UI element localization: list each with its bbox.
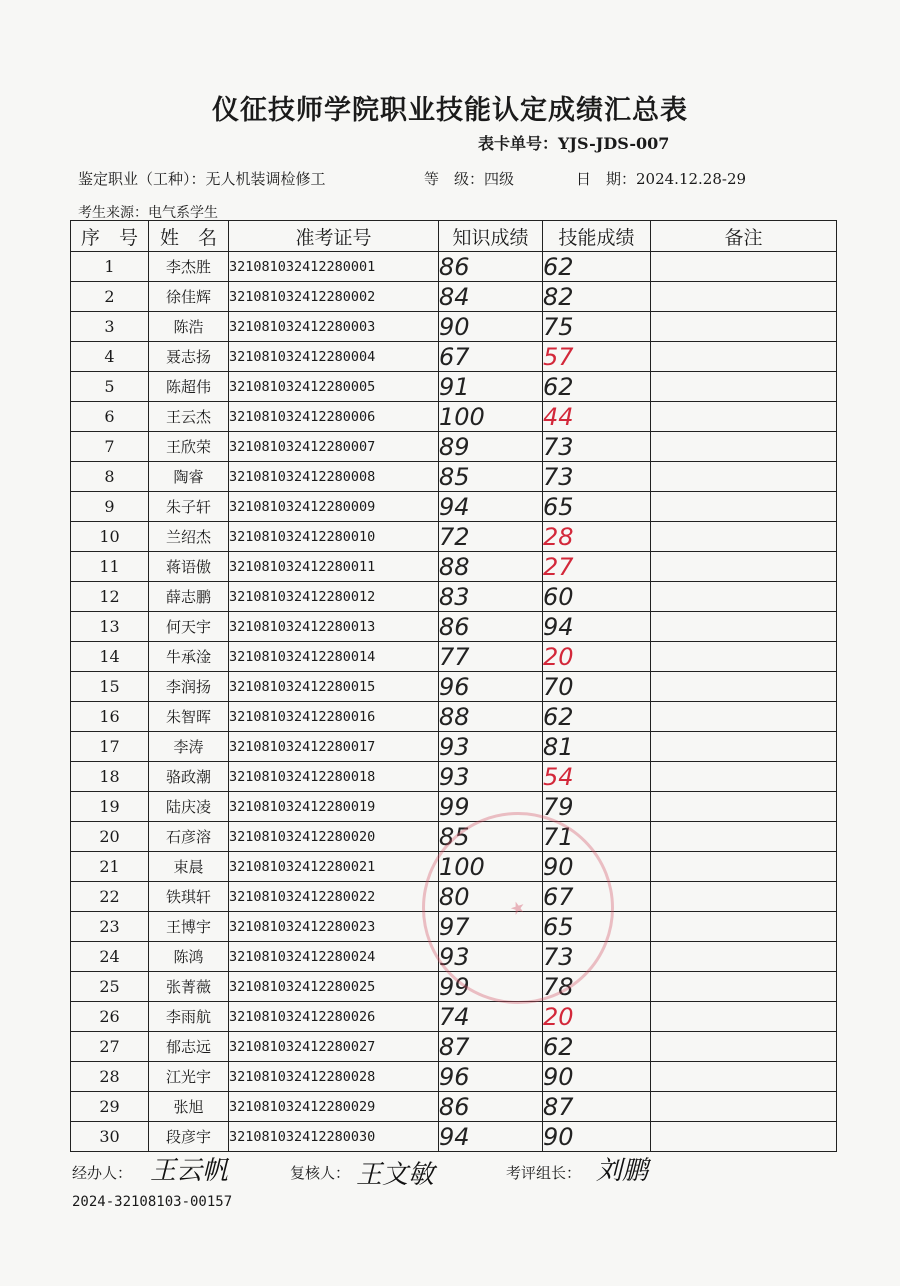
knowledge-score: 84 bbox=[439, 282, 543, 312]
row-number: 24 bbox=[71, 942, 149, 972]
knowledge-score: 100 bbox=[439, 852, 543, 882]
row-number: 18 bbox=[71, 762, 149, 792]
student-name: 张菁薇 bbox=[149, 972, 229, 1002]
table-row bbox=[71, 582, 837, 612]
table-row bbox=[71, 912, 837, 942]
document-number: 2024-32108103-00157 bbox=[72, 1194, 233, 1210]
table-row bbox=[71, 732, 837, 762]
table-row bbox=[71, 1092, 837, 1122]
knowledge-score: 93 bbox=[439, 942, 543, 972]
student-name: 陈浩 bbox=[149, 312, 229, 342]
table-row bbox=[71, 1122, 837, 1152]
knowledge-score: 77 bbox=[439, 642, 543, 672]
row-number: 7 bbox=[71, 432, 149, 462]
student-name: 陈超伟 bbox=[149, 372, 229, 402]
student-name: 徐佳辉 bbox=[149, 282, 229, 312]
remark-cell bbox=[651, 252, 837, 282]
table-row bbox=[71, 822, 837, 852]
col-header-name: 姓 名 bbox=[149, 221, 229, 252]
occupation-label: 鉴定职业（工种）：无人机装调检修工 bbox=[78, 170, 326, 188]
table-row bbox=[71, 702, 837, 732]
exam-id: 321081032412280028 bbox=[229, 1062, 439, 1092]
student-name: 朱子轩 bbox=[149, 492, 229, 522]
knowledge-score: 88 bbox=[439, 702, 543, 732]
table-row bbox=[71, 252, 837, 282]
table-row bbox=[71, 402, 837, 432]
knowledge-score: 74 bbox=[439, 1002, 543, 1032]
exam-id: 321081032412280005 bbox=[229, 372, 439, 402]
table-row bbox=[71, 1032, 837, 1062]
remark-cell bbox=[651, 972, 837, 1002]
remark-cell bbox=[651, 552, 837, 582]
knowledge-score: 85 bbox=[439, 462, 543, 492]
row-number: 25 bbox=[71, 972, 149, 1002]
remark-cell bbox=[651, 852, 837, 882]
leader-label: 考评组长： bbox=[506, 1164, 582, 1182]
remark-cell bbox=[651, 642, 837, 672]
row-number: 23 bbox=[71, 912, 149, 942]
knowledge-score: 97 bbox=[439, 912, 543, 942]
exam-id: 321081032412280018 bbox=[229, 762, 439, 792]
exam-id: 321081032412280012 bbox=[229, 582, 439, 612]
row-number: 15 bbox=[71, 672, 149, 702]
row-number: 8 bbox=[71, 462, 149, 492]
student-name: 束晨 bbox=[149, 852, 229, 882]
skill-score: 70 bbox=[543, 672, 651, 702]
knowledge-score: 83 bbox=[439, 582, 543, 612]
knowledge-score: 85 bbox=[439, 822, 543, 852]
knowledge-score: 89 bbox=[439, 432, 543, 462]
table-row bbox=[71, 522, 837, 552]
knowledge-score: 86 bbox=[439, 252, 543, 282]
source-label: 考生来源：电气系学生 bbox=[78, 205, 218, 221]
remark-cell bbox=[651, 282, 837, 312]
row-number: 28 bbox=[71, 1062, 149, 1092]
student-name: 铁琪轩 bbox=[149, 882, 229, 912]
remark-cell bbox=[651, 672, 837, 702]
exam-id: 321081032412280023 bbox=[229, 912, 439, 942]
knowledge-score: 94 bbox=[439, 492, 543, 522]
table-row bbox=[71, 282, 837, 312]
exam-id: 321081032412280027 bbox=[229, 1032, 439, 1062]
exam-id: 321081032412280001 bbox=[229, 252, 439, 282]
student-name: 李润扬 bbox=[149, 672, 229, 702]
exam-id: 321081032412280019 bbox=[229, 792, 439, 822]
remark-cell bbox=[651, 432, 837, 462]
knowledge-score: 86 bbox=[439, 612, 543, 642]
remark-cell bbox=[651, 942, 837, 972]
table-row bbox=[71, 762, 837, 792]
skill-score: 20 bbox=[543, 1002, 651, 1032]
exam-id: 321081032412280014 bbox=[229, 642, 439, 672]
row-number: 20 bbox=[71, 822, 149, 852]
skill-score: 54 bbox=[543, 762, 651, 792]
table-row bbox=[71, 492, 837, 522]
skill-score: 67 bbox=[543, 882, 651, 912]
exam-id: 321081032412280004 bbox=[229, 342, 439, 372]
exam-id: 321081032412280010 bbox=[229, 522, 439, 552]
skill-score: 57 bbox=[543, 342, 651, 372]
knowledge-score: 96 bbox=[439, 1062, 543, 1092]
knowledge-score: 94 bbox=[439, 1122, 543, 1152]
remark-cell bbox=[651, 1092, 837, 1122]
skill-score: 90 bbox=[543, 1122, 651, 1152]
student-name: 张旭 bbox=[149, 1092, 229, 1122]
student-name: 李雨航 bbox=[149, 1002, 229, 1032]
exam-id: 321081032412280021 bbox=[229, 852, 439, 882]
student-name: 石彦溶 bbox=[149, 822, 229, 852]
student-name: 郁志远 bbox=[149, 1032, 229, 1062]
knowledge-score: 91 bbox=[439, 372, 543, 402]
skill-score: 90 bbox=[543, 852, 651, 882]
skill-score: 28 bbox=[543, 522, 651, 552]
student-name: 何天宇 bbox=[149, 612, 229, 642]
knowledge-score: 93 bbox=[439, 762, 543, 792]
knowledge-score: 99 bbox=[439, 792, 543, 822]
skill-score: 73 bbox=[543, 462, 651, 492]
row-number: 19 bbox=[71, 792, 149, 822]
row-number: 29 bbox=[71, 1092, 149, 1122]
document-title: 仪征技师学院职业技能认定成绩汇总表 bbox=[212, 95, 688, 126]
remark-cell bbox=[651, 1032, 837, 1062]
knowledge-score: 80 bbox=[439, 882, 543, 912]
col-header-no: 序 号 bbox=[71, 221, 149, 252]
remark-cell bbox=[651, 792, 837, 822]
knowledge-score: 86 bbox=[439, 1092, 543, 1122]
remark-cell bbox=[651, 702, 837, 732]
table-row bbox=[71, 612, 837, 642]
exam-id: 321081032412280024 bbox=[229, 942, 439, 972]
table-row bbox=[71, 792, 837, 822]
skill-score: 60 bbox=[543, 582, 651, 612]
student-name: 段彦宇 bbox=[149, 1122, 229, 1152]
skill-score: 27 bbox=[543, 552, 651, 582]
student-name: 李涛 bbox=[149, 732, 229, 762]
skill-score: 65 bbox=[543, 492, 651, 522]
exam-id: 321081032412280002 bbox=[229, 282, 439, 312]
row-number: 26 bbox=[71, 1002, 149, 1032]
knowledge-score: 88 bbox=[439, 552, 543, 582]
student-name: 蒋语傲 bbox=[149, 552, 229, 582]
exam-id: 321081032412280009 bbox=[229, 492, 439, 522]
row-number: 6 bbox=[71, 402, 149, 432]
exam-id: 321081032412280011 bbox=[229, 552, 439, 582]
knowledge-score: 90 bbox=[439, 312, 543, 342]
remark-cell bbox=[651, 1062, 837, 1092]
exam-id: 321081032412280015 bbox=[229, 672, 439, 702]
remark-cell bbox=[651, 492, 837, 522]
row-number: 30 bbox=[71, 1122, 149, 1152]
exam-id: 321081032412280030 bbox=[229, 1122, 439, 1152]
table-row bbox=[71, 1002, 837, 1032]
skill-score: 44 bbox=[543, 402, 651, 432]
skill-score: 79 bbox=[543, 792, 651, 822]
exam-id: 321081032412280008 bbox=[229, 462, 439, 492]
knowledge-score: 67 bbox=[439, 342, 543, 372]
skill-score: 65 bbox=[543, 912, 651, 942]
col-header-id: 准考证号 bbox=[229, 221, 439, 252]
student-name: 陆庆凌 bbox=[149, 792, 229, 822]
student-name: 江光宇 bbox=[149, 1062, 229, 1092]
remark-cell bbox=[651, 1002, 837, 1032]
table-row bbox=[71, 462, 837, 492]
skill-score: 81 bbox=[543, 732, 651, 762]
skill-score: 71 bbox=[543, 822, 651, 852]
row-number: 21 bbox=[71, 852, 149, 882]
remark-cell bbox=[651, 582, 837, 612]
exam-id: 321081032412280020 bbox=[229, 822, 439, 852]
skill-score: 90 bbox=[543, 1062, 651, 1092]
student-name: 聂志扬 bbox=[149, 342, 229, 372]
row-number: 3 bbox=[71, 312, 149, 342]
row-number: 14 bbox=[71, 642, 149, 672]
remark-cell bbox=[651, 342, 837, 372]
leader-signature: 刘鹏 bbox=[596, 1156, 649, 1186]
col-header-remark: 备注 bbox=[651, 221, 837, 252]
col-header-knowledge: 知识成绩 bbox=[439, 221, 543, 252]
exam-id: 321081032412280025 bbox=[229, 972, 439, 1002]
row-number: 11 bbox=[71, 552, 149, 582]
skill-score: 62 bbox=[543, 702, 651, 732]
skill-score: 62 bbox=[543, 1032, 651, 1062]
skill-score: 87 bbox=[543, 1092, 651, 1122]
remark-cell bbox=[651, 912, 837, 942]
score-table bbox=[70, 220, 837, 1152]
table-row bbox=[71, 1062, 837, 1092]
knowledge-score: 93 bbox=[439, 732, 543, 762]
table-row bbox=[71, 342, 837, 372]
skill-score: 62 bbox=[543, 252, 651, 282]
row-number: 2 bbox=[71, 282, 149, 312]
row-number: 10 bbox=[71, 522, 149, 552]
row-number: 16 bbox=[71, 702, 149, 732]
skill-score: 94 bbox=[543, 612, 651, 642]
student-name: 王博宇 bbox=[149, 912, 229, 942]
exam-id: 321081032412280026 bbox=[229, 1002, 439, 1032]
table-row bbox=[71, 642, 837, 672]
skill-score: 82 bbox=[543, 282, 651, 312]
knowledge-score: 72 bbox=[439, 522, 543, 552]
remark-cell bbox=[651, 522, 837, 552]
student-name: 陈鸿 bbox=[149, 942, 229, 972]
exam-id: 321081032412280016 bbox=[229, 702, 439, 732]
row-number: 22 bbox=[71, 882, 149, 912]
knowledge-score: 96 bbox=[439, 672, 543, 702]
table-row bbox=[71, 882, 837, 912]
remark-cell bbox=[651, 372, 837, 402]
remark-cell bbox=[651, 312, 837, 342]
student-name: 朱智晖 bbox=[149, 702, 229, 732]
student-name: 牛承淦 bbox=[149, 642, 229, 672]
row-number: 27 bbox=[71, 1032, 149, 1062]
reviewer-signature: 王文敏 bbox=[356, 1160, 435, 1190]
knowledge-score: 87 bbox=[439, 1032, 543, 1062]
level-label: 等 级：四级 bbox=[424, 170, 515, 188]
skill-score: 78 bbox=[543, 972, 651, 1002]
knowledge-score: 99 bbox=[439, 972, 543, 1002]
table-body bbox=[71, 252, 837, 1152]
student-name: 兰绍杰 bbox=[149, 522, 229, 552]
student-name: 王欣荣 bbox=[149, 432, 229, 462]
remark-cell bbox=[651, 462, 837, 492]
skill-score: 20 bbox=[543, 642, 651, 672]
exam-id: 321081032412280022 bbox=[229, 882, 439, 912]
handler-signature: 王云帆 bbox=[150, 1156, 229, 1186]
exam-id: 321081032412280003 bbox=[229, 312, 439, 342]
table-row bbox=[71, 672, 837, 702]
table-row bbox=[71, 432, 837, 462]
exam-id: 321081032412280007 bbox=[229, 432, 439, 462]
table-row bbox=[71, 972, 837, 1002]
row-number: 17 bbox=[71, 732, 149, 762]
student-name: 李杰胜 bbox=[149, 252, 229, 282]
remark-cell bbox=[651, 402, 837, 432]
skill-score: 73 bbox=[543, 942, 651, 972]
table-row bbox=[71, 852, 837, 882]
remark-cell bbox=[651, 882, 837, 912]
col-header-skill: 技能成绩 bbox=[543, 221, 651, 252]
student-name: 陶睿 bbox=[149, 462, 229, 492]
knowledge-score: 100 bbox=[439, 402, 543, 432]
handler-label: 经办人： bbox=[72, 1164, 133, 1182]
table-row bbox=[71, 372, 837, 402]
student-name: 骆政潮 bbox=[149, 762, 229, 792]
student-name: 薛志鹏 bbox=[149, 582, 229, 612]
table-row bbox=[71, 312, 837, 342]
remark-cell bbox=[651, 822, 837, 852]
skill-score: 62 bbox=[543, 372, 651, 402]
remark-cell bbox=[651, 1122, 837, 1152]
date-label: 日 期：2024.12.28-29 bbox=[576, 170, 747, 188]
remark-cell bbox=[651, 612, 837, 642]
remark-cell bbox=[651, 762, 837, 792]
row-number: 9 bbox=[71, 492, 149, 522]
row-number: 4 bbox=[71, 342, 149, 372]
row-number: 5 bbox=[71, 372, 149, 402]
row-number: 13 bbox=[71, 612, 149, 642]
skill-score: 73 bbox=[543, 432, 651, 462]
seal-icon: ★ bbox=[508, 897, 528, 919]
row-number: 12 bbox=[71, 582, 149, 612]
skill-score: 75 bbox=[543, 312, 651, 342]
table-row bbox=[71, 942, 837, 972]
reviewer-label: 复核人： bbox=[290, 1164, 351, 1182]
row-number: 1 bbox=[71, 252, 149, 282]
exam-id: 321081032412280017 bbox=[229, 732, 439, 762]
table-header-row bbox=[71, 221, 837, 252]
exam-id: 321081032412280013 bbox=[229, 612, 439, 642]
form-number: 表卡单号：YJS-JDS-007 bbox=[478, 134, 670, 153]
student-name: 王云杰 bbox=[149, 402, 229, 432]
remark-cell bbox=[651, 732, 837, 762]
exam-id: 321081032412280029 bbox=[229, 1092, 439, 1122]
exam-id: 321081032412280006 bbox=[229, 402, 439, 432]
table-row bbox=[71, 552, 837, 582]
